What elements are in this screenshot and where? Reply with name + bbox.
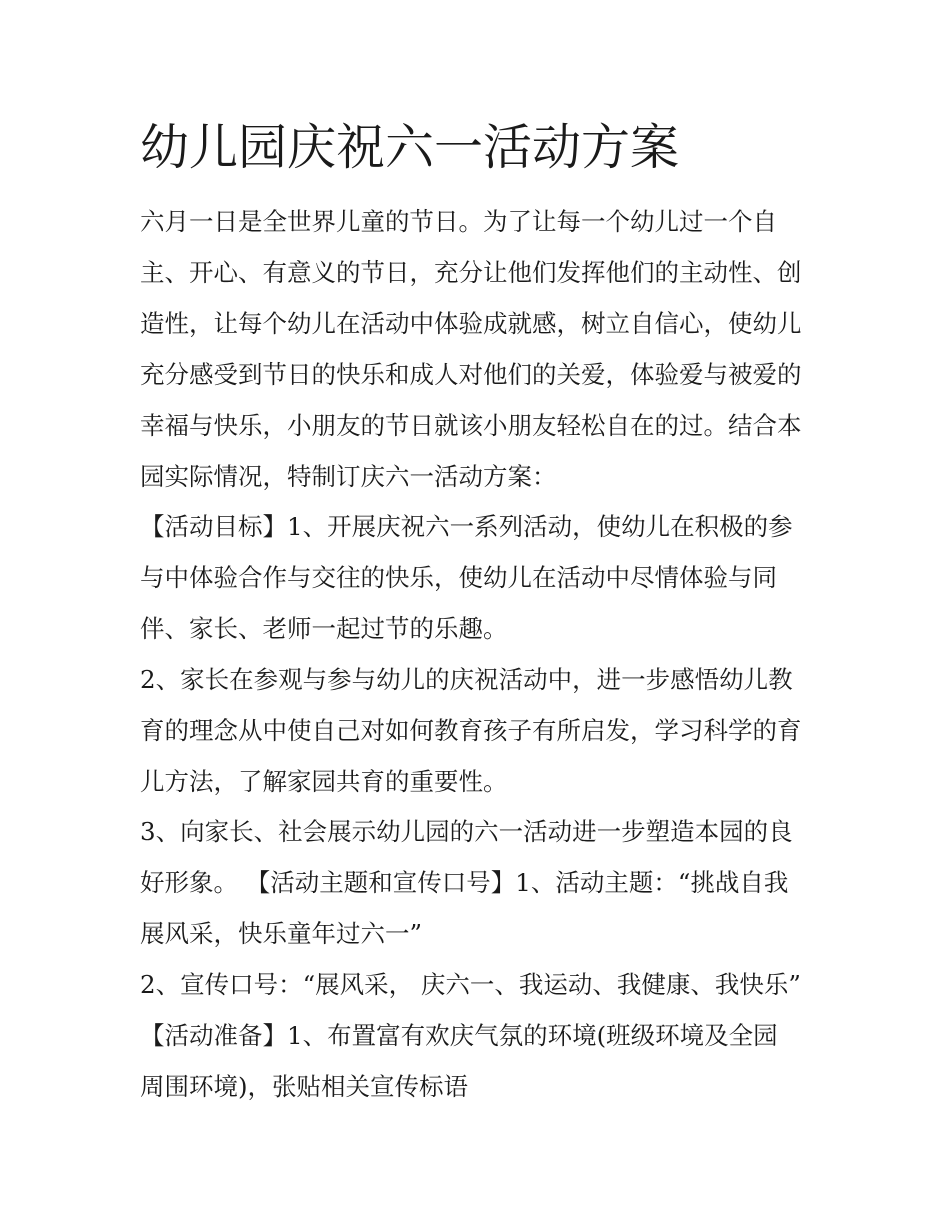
body-line: 3、向家长、社会展示幼儿园的六一活动进一步塑造本园的良 — [140, 817, 793, 846]
body-line: 与中体验合作与交往的快乐，使幼儿在活动中尽情体验与同 — [140, 563, 777, 592]
body-line: 【活动准备】1、布置富有欢庆气氛的环境(班级环境及全园 — [140, 1021, 778, 1050]
body-line: 2、宣传口号：“展风采， 庆六一、我运动、我健康、我快乐” — [140, 970, 801, 999]
body-line: 2、家长在参观与参与幼儿的庆祝活动中，进一步感悟幼儿教 — [140, 665, 793, 694]
body-line: 充分感受到节日的快乐和成人对他们的关爱，体验爱与被爱的 — [140, 360, 802, 389]
body-line: 儿方法，了解家园共育的重要性。 — [140, 767, 508, 796]
body-line: 展风采，快乐童年过六一” — [140, 919, 423, 948]
document-title: 幼儿园庆祝六一活动方案 — [140, 119, 680, 176]
body-line: 园实际情况，特制订庆六一活动方案： — [140, 462, 557, 491]
body-line: 造性，让每个幼儿在活动中体验成就感，树立自信心，使幼儿 — [140, 309, 802, 338]
body-line: 伴、家长、老师一起过节的乐趣。 — [140, 614, 508, 643]
body-line: 主、开心、有意义的节日，充分让他们发挥他们的主动性、创 — [140, 258, 802, 287]
body-line: 育的理念从中使自己对如何教育孩子有所启发，学习科学的育 — [140, 716, 802, 745]
body-line: 幸福与快乐，小朋友的节日就该小朋友轻松自在的过。结合本 — [140, 411, 802, 440]
body-line: 六月一日是全世界儿童的节日。为了让每一个幼儿过一个自 — [140, 207, 777, 236]
body-line: 周围环境)，张贴相关宣传标语 — [140, 1072, 469, 1101]
body-line: 【活动目标】1、开展庆祝六一系列活动，使幼儿在积极的参 — [140, 512, 793, 541]
body-line: 好形象。 【活动主题和宣传口号】1、活动主题：“挑战自我 — [140, 868, 789, 897]
